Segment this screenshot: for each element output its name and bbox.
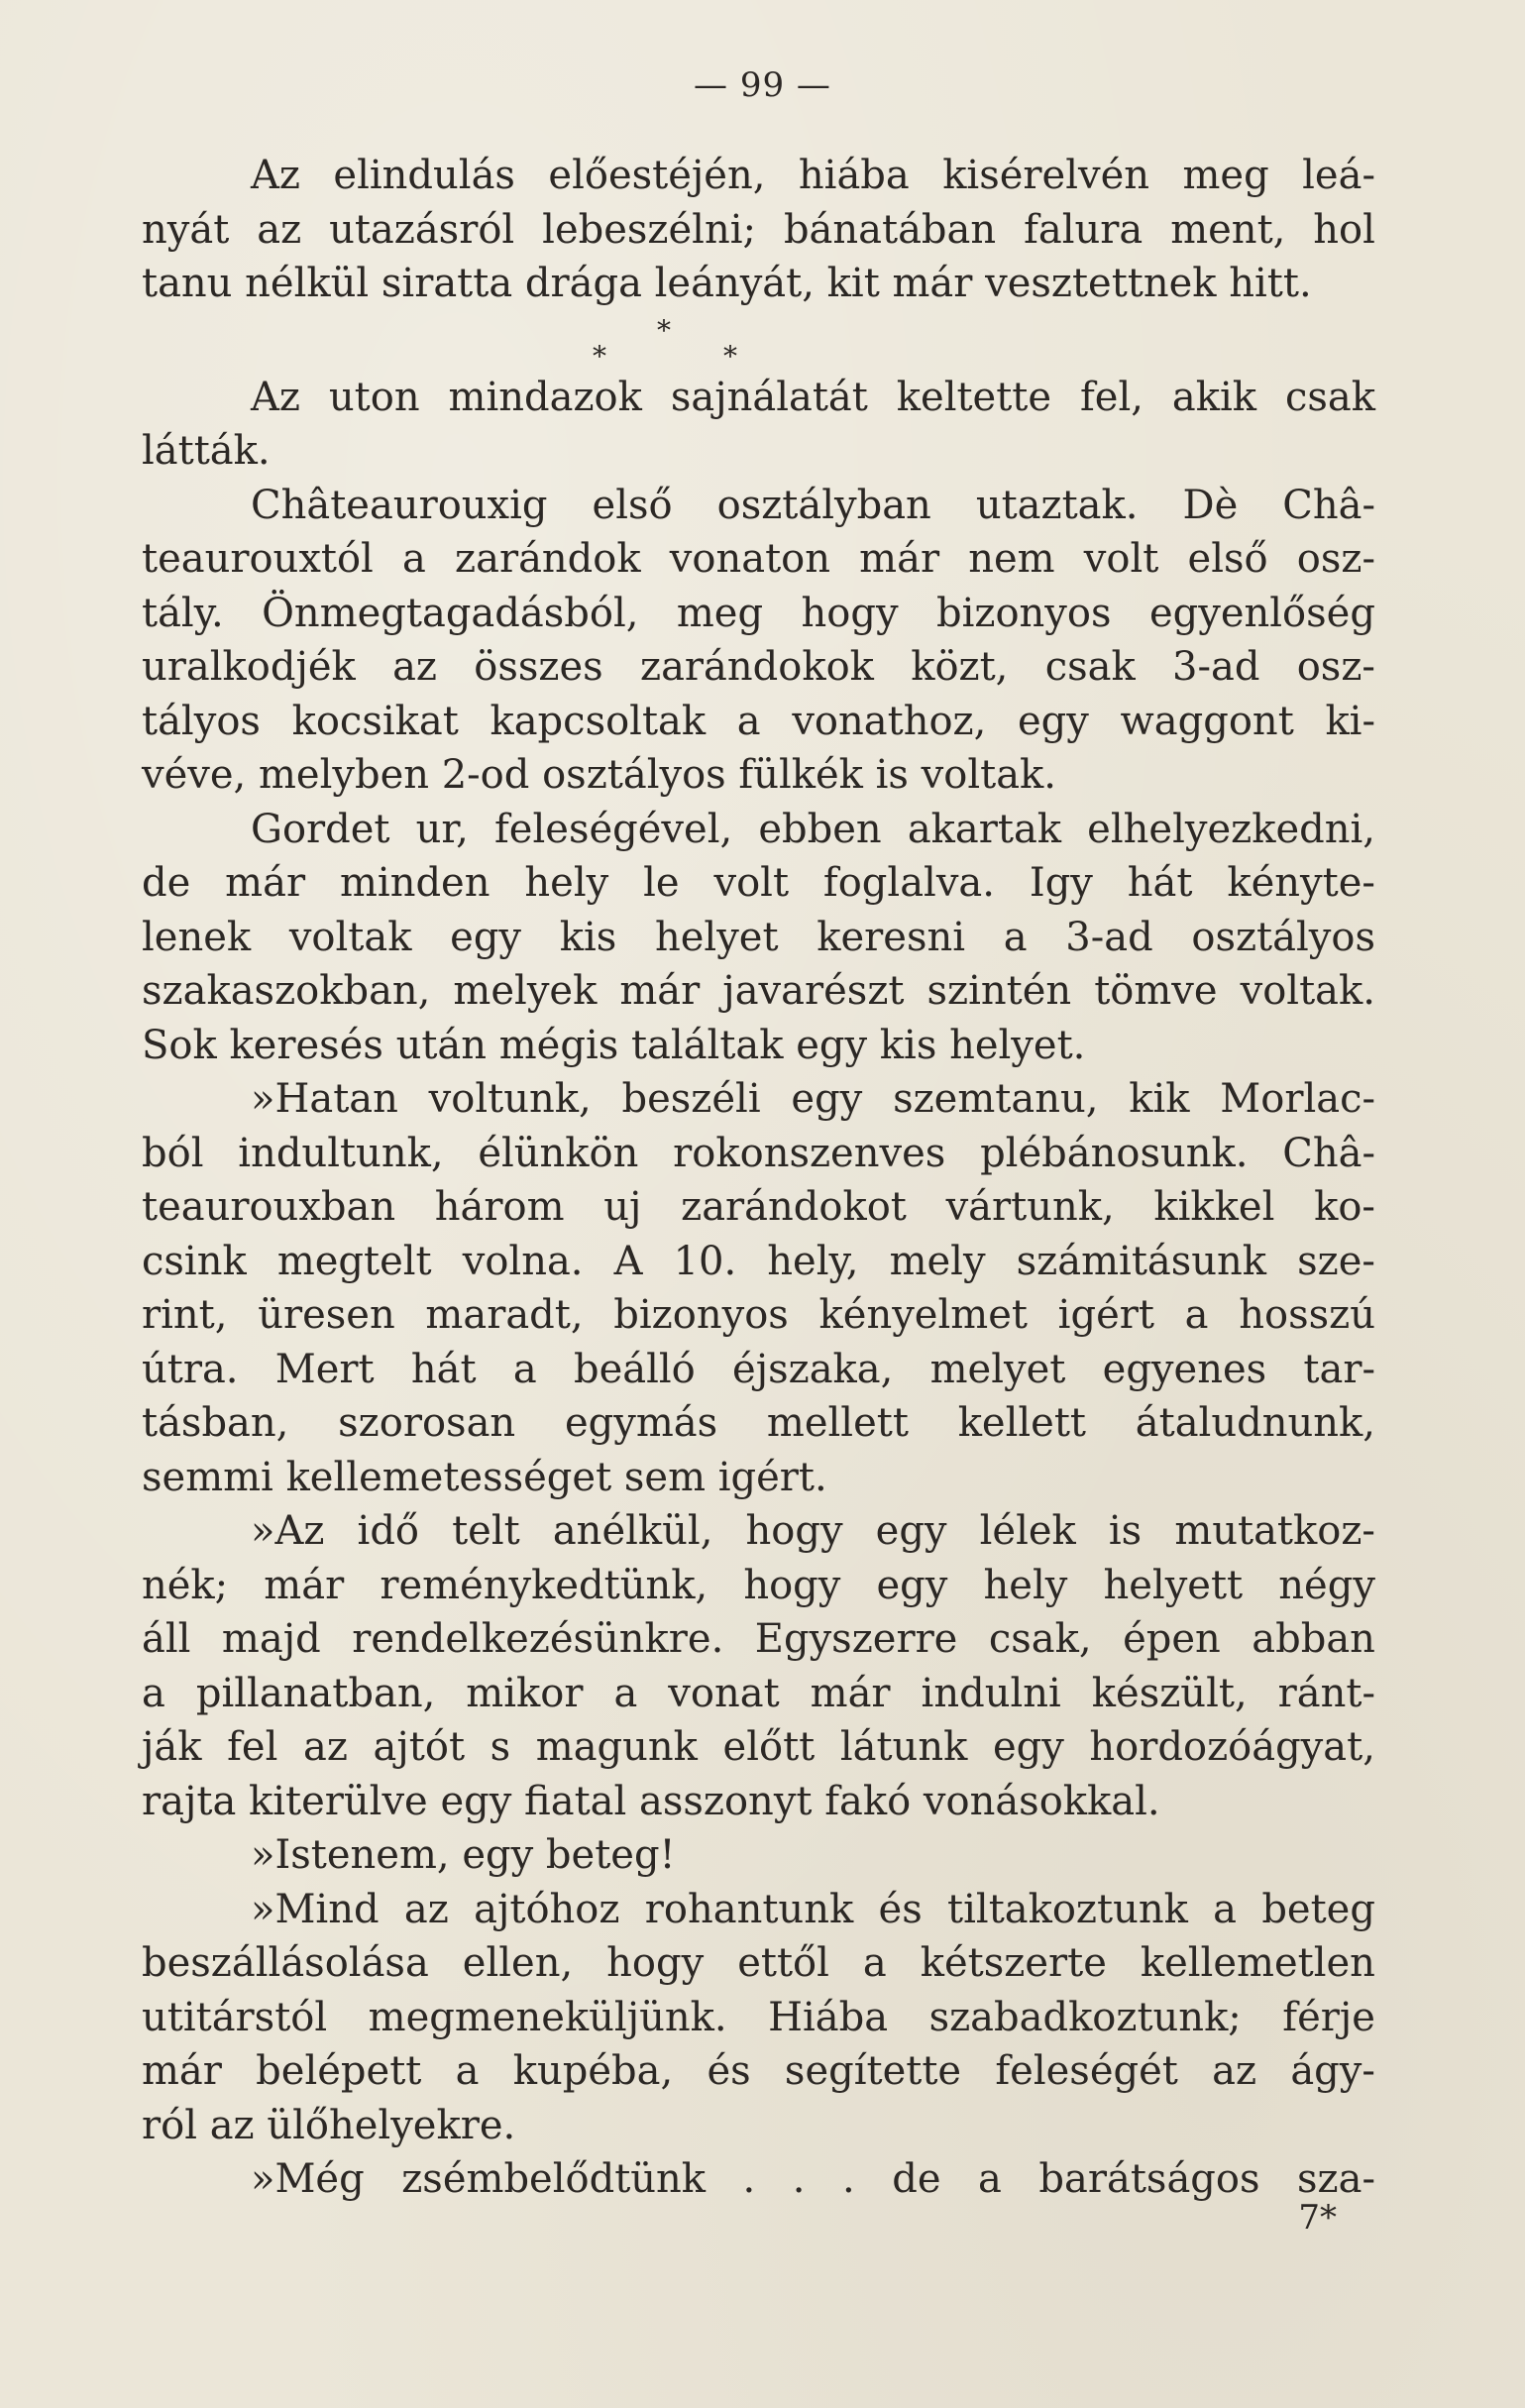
word: le (643, 860, 680, 906)
word: előtt (722, 1724, 816, 1770)
divider-star-right: * (723, 339, 737, 373)
word: kis (559, 914, 617, 960)
text-line: ról az ülőhelyekre. (142, 2102, 516, 2148)
word: ment, (1170, 206, 1286, 253)
word: keltette (896, 374, 1052, 420)
word: a (978, 2156, 1002, 2202)
word: csak (1044, 644, 1136, 690)
word: férje (1282, 1994, 1375, 2040)
word: már (619, 968, 701, 1014)
word: épen (1123, 1616, 1221, 1662)
word: a (455, 2048, 480, 2094)
word: vártunk, (945, 1184, 1115, 1230)
word: már (264, 1562, 345, 1608)
word: összes (474, 644, 603, 690)
text-line (142, 532, 1375, 587)
word: vonathoz, (792, 698, 987, 744)
word: kellemetlen (1140, 1940, 1375, 1986)
text-line (142, 1504, 1375, 1559)
word: indultunk, (238, 1130, 444, 1176)
word: hogy (801, 590, 899, 636)
word: zarándok (455, 536, 641, 582)
text-line (142, 1343, 1375, 1397)
word: meg (676, 590, 764, 636)
word: idő (357, 1508, 420, 1554)
word: sza- (1297, 2156, 1375, 2202)
word: osz- (1296, 644, 1375, 690)
word: hát (1127, 860, 1193, 906)
word: a (1213, 1886, 1238, 1932)
word: Az (251, 374, 300, 420)
word: az (257, 206, 302, 253)
text-line: Sok keresés után mégis találtak egy kis helyet. (142, 1022, 1086, 1068)
word: ágy- (1290, 2048, 1375, 2094)
word: Egyszerre (754, 1616, 958, 1662)
word: meg (1182, 153, 1269, 198)
word: első (1187, 536, 1268, 582)
word: teaurouxban (142, 1184, 396, 1230)
word: tály. (142, 590, 224, 636)
word: hogy (743, 1562, 841, 1608)
word: . (842, 2156, 855, 2202)
word: a (1184, 1292, 1209, 1338)
word: beteg (1261, 1886, 1375, 1932)
word: ko- (1314, 1184, 1375, 1230)
word: rendelkezésünkre. (352, 1616, 724, 1662)
word: tömve (1094, 968, 1218, 1014)
word: osztályban (716, 482, 931, 528)
word: bánatában (783, 206, 997, 253)
word: hosszú (1239, 1292, 1375, 1338)
word: voltak (288, 914, 412, 960)
text-line (142, 803, 1375, 857)
word: sze- (1297, 1238, 1375, 1284)
word: közt, (911, 644, 1009, 690)
word: már (859, 536, 940, 582)
word: Hiába (768, 1994, 889, 2040)
word: utaztak. (975, 482, 1139, 528)
word: szemtanu, (893, 1076, 1099, 1122)
word: beszéli (621, 1076, 761, 1122)
word: ránt- (1277, 1670, 1375, 1716)
word: a (142, 1670, 165, 1716)
word: zarándokok (640, 644, 874, 690)
word: ajtóhoz (474, 1886, 620, 1932)
word: rohantunk (644, 1886, 854, 1932)
word: osz- (1296, 536, 1375, 582)
word: egy (450, 914, 522, 960)
word: . (792, 2156, 806, 2202)
text-line (142, 1288, 1375, 1343)
text-line (142, 203, 1375, 258)
word: bizonyos (613, 1292, 789, 1338)
word: kétszerte (920, 1940, 1107, 1986)
word: 3-ad (1065, 914, 1153, 960)
word: ebben (758, 806, 882, 852)
word: pillanatban, (195, 1670, 436, 1716)
word: már (142, 2048, 222, 2094)
word: ellen, (462, 1940, 574, 1986)
word: a (402, 536, 426, 582)
word: és (878, 1886, 923, 1932)
text-line (142, 640, 1375, 695)
word: utitárstól (142, 1994, 328, 2040)
word: tályos (142, 698, 261, 744)
text-line: »Istenem, egy beteg! (251, 1832, 676, 1878)
word: áll (142, 1616, 191, 1662)
word: osztályos (1191, 914, 1375, 960)
word: az (392, 644, 437, 690)
word: maradt, (425, 1292, 584, 1338)
text-line (142, 149, 1375, 203)
word: első (592, 482, 673, 528)
word: zsémbelődtünk (401, 2156, 707, 2202)
word: nék; (142, 1562, 229, 1608)
word: megtelt (276, 1238, 432, 1284)
word: egyenlőség (1148, 590, 1375, 636)
divider-star-left: * (593, 339, 606, 373)
word: feleségével, (494, 806, 733, 852)
word: volt (713, 860, 790, 906)
text-line (142, 479, 1375, 533)
word: lélek (979, 1508, 1076, 1554)
word: 3-ad (1172, 644, 1260, 690)
word: a (862, 1940, 887, 1986)
word: útra. (142, 1346, 239, 1392)
word: javarészt (722, 968, 905, 1014)
word: átaludnunk, (1135, 1400, 1375, 1446)
word: ajtót (373, 1724, 466, 1770)
word: négy (1278, 1562, 1375, 1608)
word: egy (992, 1724, 1064, 1770)
word: szorosan (338, 1400, 516, 1446)
word: vonat (668, 1670, 780, 1716)
word: nem (968, 536, 1055, 582)
word: készült, (1091, 1670, 1248, 1716)
word: plébánosunk. (980, 1130, 1249, 1176)
text-line (142, 1991, 1375, 2045)
word: rint, (142, 1292, 228, 1338)
word: bizonyos (935, 590, 1112, 636)
word: is (1108, 1508, 1143, 1554)
word: tásban, (142, 1400, 289, 1446)
word: volt (1083, 536, 1159, 582)
word: akartak (907, 806, 1062, 852)
word: de (142, 860, 191, 906)
word: és (707, 2048, 751, 2094)
word: abban (1252, 1616, 1375, 1662)
word: waggont (1120, 698, 1294, 744)
word: Châ- (1282, 1130, 1375, 1176)
text-line: látták. (142, 428, 271, 474)
text-line (142, 1127, 1375, 1181)
word: rokonszenves (673, 1130, 946, 1176)
word: ettől (737, 1940, 829, 1986)
text-line (142, 2044, 1375, 2099)
word: akik (1171, 374, 1257, 420)
word: kisérelvén (942, 153, 1150, 198)
word: mikor (466, 1670, 584, 1716)
text-line (142, 587, 1375, 641)
word: tar- (1303, 1346, 1375, 1392)
word: üresen (258, 1292, 395, 1338)
word: három (434, 1184, 565, 1230)
word: hol (1313, 206, 1375, 253)
word: barátságos (1038, 2156, 1260, 2202)
word: utazásról (329, 206, 515, 253)
text-line (142, 695, 1375, 749)
word: mely (889, 1238, 986, 1284)
word: Morlac- (1220, 1076, 1375, 1122)
word: hely, (767, 1238, 859, 1284)
text-line (142, 856, 1375, 911)
word: egy (1018, 698, 1089, 744)
word: volna. (462, 1238, 584, 1284)
word: hiába (798, 153, 910, 198)
text-line (142, 1396, 1375, 1451)
word: melyet (929, 1346, 1066, 1392)
word: Önmegtagadásból, (262, 590, 639, 636)
word: voltunk, (428, 1076, 592, 1122)
word: hát (410, 1346, 477, 1392)
word: Châ- (1282, 482, 1375, 528)
word: csak, (988, 1616, 1092, 1662)
word: egyenes (1102, 1346, 1267, 1392)
text-line (142, 1180, 1375, 1235)
word: helyett (1103, 1562, 1244, 1608)
word: keresni (817, 914, 966, 960)
word: leá- (1302, 153, 1375, 198)
word: beszállásolása (142, 1940, 429, 1986)
word: egy (875, 1508, 947, 1554)
word: kocsikat (291, 698, 459, 744)
word: hely (524, 860, 609, 906)
divider-star-top: * (657, 313, 671, 347)
word: A (613, 1238, 643, 1284)
word: de (892, 2156, 941, 2202)
word: anélkül, (552, 1508, 713, 1554)
word: falura (1024, 206, 1144, 253)
word: 10. (673, 1238, 737, 1284)
word: ur, (415, 806, 469, 852)
word: Gordet (251, 806, 390, 852)
word: élünkön (478, 1130, 639, 1176)
word: ják (142, 1724, 202, 1770)
word: Az (251, 153, 300, 198)
word: lenek (142, 914, 252, 960)
word: indulni (921, 1670, 1061, 1716)
printer-signature: 7* (1298, 2198, 1337, 2238)
word: egy (876, 1562, 948, 1608)
word: fel (227, 1724, 278, 1770)
word: kellett (957, 1400, 1087, 1446)
word: ki- (1325, 698, 1375, 744)
body-text (142, 149, 1375, 2207)
word: voltak. (1240, 968, 1375, 1014)
word: a (736, 698, 761, 744)
word: mellett (766, 1400, 909, 1446)
word: az (1212, 2048, 1257, 2094)
word: megmeneküljünk. (368, 1994, 727, 2040)
word: zarándokot (681, 1184, 907, 1230)
word: már (810, 1670, 891, 1716)
text-line (142, 1720, 1375, 1775)
word: majd (221, 1616, 321, 1662)
text-line (142, 1936, 1375, 1991)
word: a (613, 1670, 638, 1716)
word: beálló (573, 1346, 696, 1392)
text-line (142, 1559, 1375, 1613)
word: uralkodjék (142, 644, 356, 690)
word: mutatkoz- (1174, 1508, 1375, 1554)
text-line (142, 1612, 1375, 1667)
word: magunk (535, 1724, 698, 1770)
word: sajnálatát (670, 374, 868, 420)
word: hogy (606, 1940, 705, 1986)
text-line (142, 2152, 1375, 2207)
word: lebeszélni; (542, 206, 756, 253)
word: tiltakoztunk (947, 1886, 1188, 1932)
word: Mert (274, 1346, 375, 1392)
word: már (225, 860, 306, 906)
word: »Hatan (251, 1076, 398, 1122)
word: éjszaka, (732, 1346, 894, 1392)
text-line (142, 1072, 1375, 1127)
word: szakaszokban, (142, 968, 431, 1014)
word: igért (1057, 1292, 1154, 1338)
word: s (490, 1724, 511, 1770)
word: kupéba, (512, 2048, 674, 2094)
word: egy (791, 1076, 863, 1122)
word: szintén (926, 968, 1072, 1014)
word: »Az (251, 1508, 325, 1554)
text-line (142, 1883, 1375, 1937)
word: mindazok (448, 374, 642, 420)
word: látunk (839, 1724, 968, 1770)
text-line: semmi kellemetességet sem igért. (142, 1454, 827, 1500)
word: előestéjén, (548, 153, 766, 198)
text-line: véve, melyben 2-od osztályos fülkék is voltak. (142, 752, 1057, 798)
word: fel, (1080, 374, 1144, 420)
word: . (742, 2156, 756, 2202)
text-line (142, 911, 1375, 965)
word: csink (142, 1238, 247, 1284)
word: Châteaurouxig (251, 482, 548, 528)
word: telt (452, 1508, 520, 1554)
text-line: rajta kiterülve egy fiatal asszonyt fakó vonásokkal. (142, 1778, 1160, 1824)
word: az (403, 1886, 449, 1932)
word: elindulás (333, 153, 515, 198)
page-number: — 99 — (694, 65, 831, 105)
word: elhelyezkedni, (1087, 806, 1375, 852)
word: Igy (1029, 860, 1093, 906)
word: teaurouxtól (142, 536, 374, 582)
word: hordozóágyat, (1089, 1724, 1375, 1770)
word: szabadkoztunk; (928, 1994, 1242, 2040)
text-line (142, 964, 1375, 1019)
word: »Még (251, 2156, 365, 2202)
word: ból (142, 1130, 204, 1176)
word: kényte- (1227, 860, 1375, 906)
word: belépett (256, 2048, 422, 2094)
word: a (1003, 914, 1028, 960)
word: kapcsoltak (490, 698, 707, 744)
word: »Mind (251, 1886, 380, 1932)
word: hogy (745, 1508, 843, 1554)
word: reménykedtünk, (380, 1562, 708, 1608)
word: uton (328, 374, 420, 420)
text-line (142, 1667, 1375, 1721)
section-divider (142, 311, 1375, 371)
word: uj (603, 1184, 642, 1230)
word: vonaton (669, 536, 830, 582)
word: melyek (453, 968, 598, 1014)
word: egymás (564, 1400, 718, 1446)
word: nyát (142, 206, 230, 253)
word: Dè (1182, 482, 1239, 528)
word: foglalva. (822, 860, 995, 906)
word: számitásunk (1016, 1238, 1267, 1284)
word: feleségét (995, 2048, 1178, 2094)
word: kényelmet (818, 1292, 1028, 1338)
word: helyet (654, 914, 779, 960)
word: kikkel (1153, 1184, 1275, 1230)
word: minden (339, 860, 490, 906)
word: csak (1284, 374, 1375, 420)
text-line (142, 371, 1375, 425)
word: hely (983, 1562, 1068, 1608)
text-line (142, 1235, 1375, 1289)
word: kik (1129, 1076, 1190, 1122)
word: az (303, 1724, 348, 1770)
word: segítette (784, 2048, 962, 2094)
text-line: tanu nélkül siratta drága leányát, kit már vesztettnek hitt. (142, 261, 1312, 306)
word: a (512, 1346, 537, 1392)
